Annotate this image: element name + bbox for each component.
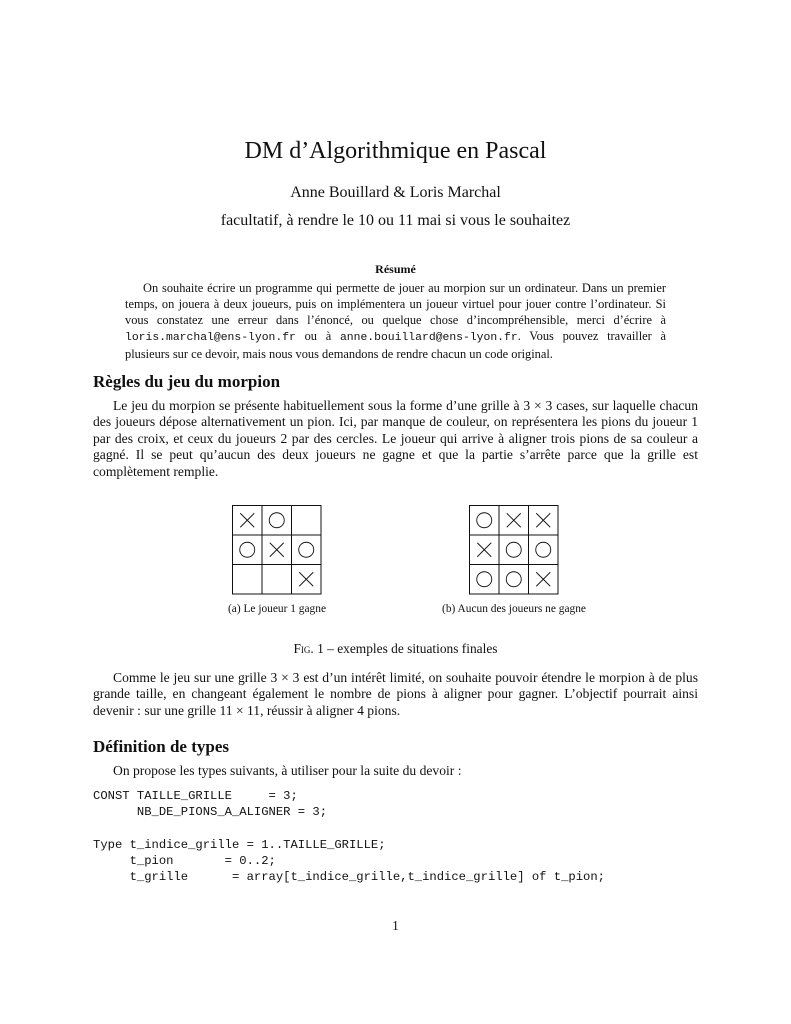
section-title-rules: Règles du jeu du morpion — [93, 372, 281, 391]
grid-a — [232, 505, 322, 595]
grid-b-circle-mark — [477, 513, 492, 528]
grid-b-cell — [470, 565, 500, 595]
grid-a-cross-mark — [299, 572, 313, 586]
email-link-2[interactable]: anne.bouillard@ens-lyon.fr — [339, 332, 518, 344]
grid-b-cell — [499, 535, 529, 565]
grid-a-drawing — [232, 505, 322, 595]
grid-a-circle-mark — [299, 542, 314, 557]
grid-a-cell — [233, 565, 263, 595]
grid-a-cell — [292, 506, 322, 536]
grid-b-drawing — [469, 505, 559, 595]
grid-b — [469, 505, 559, 595]
abstract-title: Résumé — [375, 262, 416, 276]
grid-a-cell — [292, 535, 322, 565]
grid-b-circle-mark — [506, 572, 521, 587]
figure-caption — [0, 641, 791, 657]
code-block: CONST TAILLE_GRILLE = 3; NB_DE_PIONS_A_ALIGNER = 3; Type t_indice_grille = 1..TAILLE_GRILLE; t_pion = 0..2; t_grille = array[t_indice_grille,t_indice_grille] of t_pion; — [93, 789, 605, 885]
abstract-text-part2: ou à — [295, 329, 340, 343]
abstract-text-part3: . Vous pouvez travailler à plusieurs sur ce devoir, mais nous vous demandons de rendre chacun un code original. — [125, 329, 667, 361]
grid-b-cross-mark — [536, 572, 550, 586]
abstract-text-part1: On souhaite écrire un programme qui permette de jouer au morpion sur un ordinateur. Dans un premier temps, on jouera à deux joueurs, puis on implémentera un joueur virtuel pour jouer contre l’ordinateur. Si vous constatez une erreur dans l’énoncé, ou quelque chose d’incompréhensible, merci d’écrire à — [125, 281, 666, 327]
grid-a-circle-mark — [240, 542, 255, 557]
email-link-1[interactable]: loris.marchal@ens-lyon.fr — [125, 332, 296, 344]
figure-caption-text: – exemples de situations finales — [323, 641, 498, 656]
grid-b-cell — [470, 506, 500, 536]
types-intro: On propose les types suivants, à utiliser pour la suite du devoir : — [113, 763, 462, 778]
grid-a-cross-mark — [240, 513, 254, 527]
figure-label: Fig. 1 — [293, 641, 324, 656]
grid-b-cross-mark — [536, 513, 550, 527]
grid-b-circle-mark — [536, 542, 551, 557]
subcaption-b: (b) Aucun des joueurs ne gagne — [442, 603, 586, 615]
paper-date: facultatif, à rendre le 10 ou 11 mai si vous le souhaitez — [220, 212, 571, 229]
page-number: 1 — [392, 918, 399, 933]
grid-a-cross-mark — [270, 543, 284, 557]
subcaption-a: (a) Le joueur 1 gagne — [227, 603, 327, 615]
section-title-types: Définition de types — [93, 737, 229, 756]
grid-b-circle-mark — [506, 542, 521, 557]
abstract-text — [125, 280, 666, 362]
extension-paragraph: Comme le jeu sur une grille 3 × 3 est d’un intérêt limité, on souhaite pouvoir étendre le morpion à de plus grande taille, en changeant également le nombre de pions à aligner pour gagner. L’objectif pourrait ainsi devenir : sur une grille 11 × 11, réussir à aligner 4 pions. — [93, 670, 698, 718]
grid-a-cell — [233, 535, 263, 565]
paper-authors: Anne Bouillard & Loris Marchal — [290, 184, 501, 201]
grid-a-circle-mark — [269, 513, 284, 528]
rules-paragraph: Le jeu du morpion se présente habituellement sous la forme d’une grille à 3 × 3 cases, sur laquelle chacun des joueurs dépose alternativement un pion. Ici, par manque de couleur, on représentera les pions du joueur 1 par des croix, et ceux du joueurs 2 par des cercles. Le joueur qui arrive à aligner trois pions de sa couleur a gagné. Il se peut qu’aucun des deux joueurs ne gagne et que la partie s’arrête parce que la grille est complètement remplie. — [93, 398, 698, 479]
grid-b-cell — [529, 535, 559, 565]
grid-a-cell — [262, 506, 292, 536]
grid-b-cross-mark — [507, 513, 521, 527]
grid-b-cross-mark — [477, 543, 491, 557]
grid-a-cell — [262, 565, 292, 595]
paper-title: DM d’Algorithmique en Pascal — [244, 138, 547, 164]
grid-b-cell — [499, 565, 529, 595]
grid-b-circle-mark — [477, 572, 492, 587]
